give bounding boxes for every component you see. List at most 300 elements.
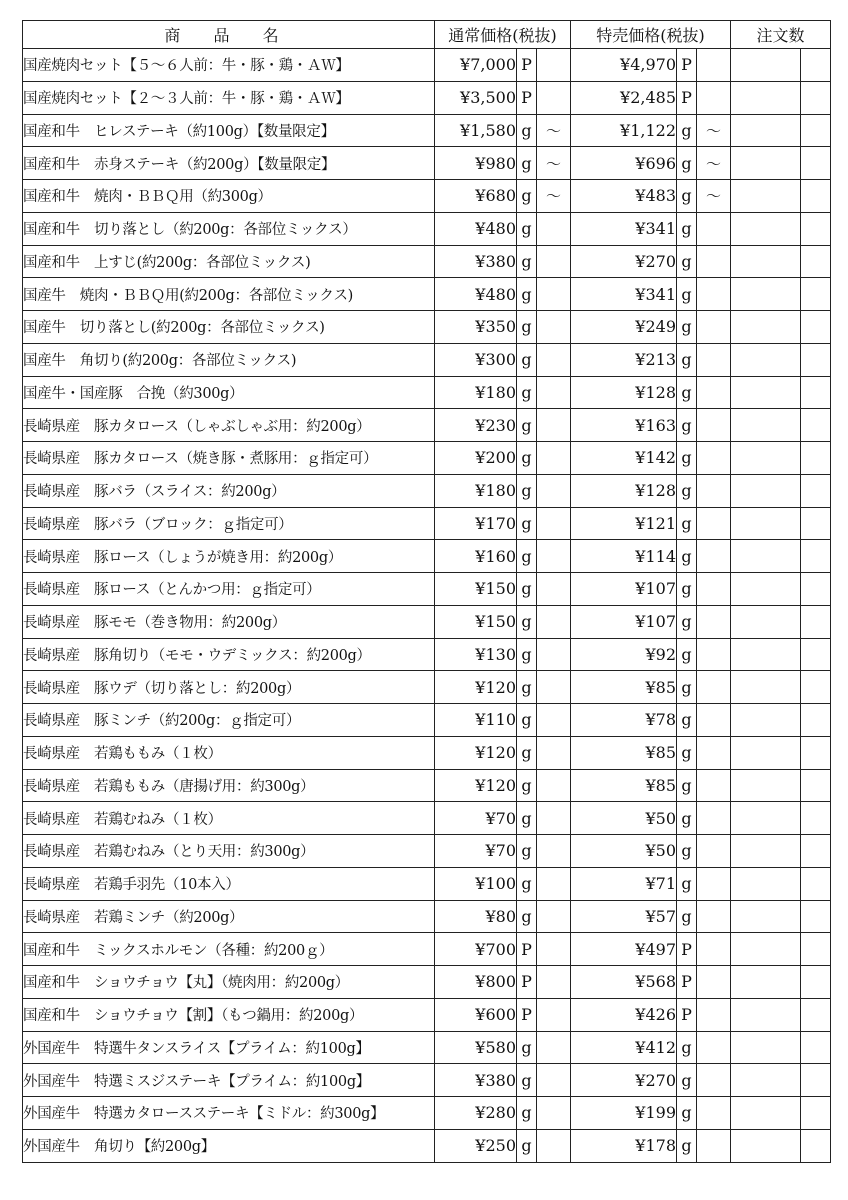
regular-price: ¥480 — [435, 212, 517, 245]
regular-price: ¥120 — [435, 671, 517, 704]
order-quantity-unit-cell[interactable] — [801, 573, 831, 606]
sale-range-mark — [697, 638, 731, 671]
regular-price: ¥300 — [435, 343, 517, 376]
sale-unit: g — [677, 343, 697, 376]
regular-range-mark: ～ — [537, 180, 571, 213]
order-quantity-unit-cell[interactable] — [801, 769, 831, 802]
regular-price: ¥230 — [435, 409, 517, 442]
sale-range-mark — [697, 769, 731, 802]
regular-price: ¥160 — [435, 540, 517, 573]
regular-price: ¥680 — [435, 180, 517, 213]
sale-range-mark — [697, 1129, 731, 1162]
sale-unit: g — [677, 507, 697, 540]
order-quantity-cell[interactable] — [731, 1064, 801, 1097]
order-quantity-unit-cell[interactable] — [801, 998, 831, 1031]
regular-price: ¥120 — [435, 736, 517, 769]
sale-unit: g — [677, 867, 697, 900]
product-name: 長崎県産 豚ウデ（切り落とし：約200g） — [23, 671, 435, 704]
order-quantity-unit-cell[interactable] — [801, 81, 831, 114]
sale-range-mark — [697, 1031, 731, 1064]
regular-range-mark — [537, 933, 571, 966]
sale-unit: P — [677, 81, 697, 114]
sale-price: ¥50 — [571, 802, 677, 835]
sale-unit: g — [677, 736, 697, 769]
sale-price: ¥568 — [571, 966, 677, 999]
product-name: 国産和牛 焼肉・ＢＢＱ用（約300g） — [23, 180, 435, 213]
table-row — [23, 736, 831, 769]
table-row — [23, 769, 831, 802]
sale-unit: g — [677, 474, 697, 507]
regular-price: ¥280 — [435, 1097, 517, 1130]
sale-range-mark — [697, 442, 731, 475]
regular-range-mark — [537, 638, 571, 671]
regular-price: ¥600 — [435, 998, 517, 1031]
order-quantity-unit-cell[interactable] — [801, 507, 831, 540]
order-quantity-cell[interactable] — [731, 671, 801, 704]
regular-range-mark: ～ — [537, 114, 571, 147]
order-quantity-unit-cell[interactable] — [801, 933, 831, 966]
order-quantity-unit-cell[interactable] — [801, 1064, 831, 1097]
order-quantity-cell[interactable] — [731, 180, 801, 213]
order-quantity-cell[interactable] — [731, 114, 801, 147]
order-quantity-cell[interactable] — [731, 1129, 801, 1162]
order-quantity-unit-cell[interactable] — [801, 900, 831, 933]
sale-range-mark — [697, 966, 731, 999]
regular-unit: g — [517, 802, 537, 835]
table-row — [23, 835, 831, 868]
regular-range-mark — [537, 769, 571, 802]
order-quantity-unit-cell[interactable] — [801, 638, 831, 671]
regular-unit: g — [517, 704, 537, 737]
sale-price: ¥412 — [571, 1031, 677, 1064]
table-row — [23, 474, 831, 507]
order-quantity-cell[interactable] — [731, 442, 801, 475]
table-row — [23, 180, 831, 213]
product-name: 長崎県産 若鶏むねみ（１枚） — [23, 802, 435, 835]
regular-unit: g — [517, 507, 537, 540]
sale-price: ¥121 — [571, 507, 677, 540]
order-quantity-unit-cell[interactable] — [801, 245, 831, 278]
regular-unit: P — [517, 933, 537, 966]
regular-unit: g — [517, 278, 537, 311]
product-name: 長崎県産 豚ミンチ（約200g：ｇ指定可） — [23, 704, 435, 737]
regular-range-mark — [537, 605, 571, 638]
regular-unit: g — [517, 474, 537, 507]
order-quantity-cell[interactable] — [731, 867, 801, 900]
order-quantity-cell[interactable] — [731, 933, 801, 966]
sale-range-mark — [697, 540, 731, 573]
sale-price: ¥128 — [571, 376, 677, 409]
product-name: 外国産牛 特選カタロースステーキ【ミドル：約300g】 — [23, 1097, 435, 1130]
regular-range-mark — [537, 278, 571, 311]
product-name: 国産焼肉セット【２～３人前：牛・豚・鶏・ＡＷ】 — [23, 81, 435, 114]
order-quantity-cell[interactable] — [731, 409, 801, 442]
sale-range-mark — [697, 933, 731, 966]
order-quantity-unit-cell[interactable] — [801, 49, 831, 82]
sale-range-mark — [697, 671, 731, 704]
order-quantity-cell[interactable] — [731, 802, 801, 835]
order-quantity-cell[interactable] — [731, 474, 801, 507]
regular-range-mark — [537, 966, 571, 999]
regular-unit: P — [517, 49, 537, 82]
table-row — [23, 573, 831, 606]
order-quantity-cell[interactable] — [731, 998, 801, 1031]
regular-price: ¥130 — [435, 638, 517, 671]
regular-price: ¥180 — [435, 474, 517, 507]
regular-range-mark: ～ — [537, 147, 571, 180]
sale-price: ¥497 — [571, 933, 677, 966]
price-list-table — [22, 20, 831, 1163]
regular-price: ¥1,580 — [435, 114, 517, 147]
order-quantity-cell[interactable] — [731, 573, 801, 606]
order-quantity-cell[interactable] — [731, 900, 801, 933]
table-row — [23, 867, 831, 900]
regular-unit: g — [517, 343, 537, 376]
sale-range-mark — [697, 1064, 731, 1097]
sale-unit: g — [677, 278, 697, 311]
order-quantity-unit-cell[interactable] — [801, 671, 831, 704]
order-quantity-unit-cell[interactable] — [801, 311, 831, 344]
product-name: 国産牛 切り落とし(約200g：各部位ミックス) — [23, 311, 435, 344]
sale-price: ¥142 — [571, 442, 677, 475]
table-row — [23, 442, 831, 475]
table-row — [23, 704, 831, 737]
sale-price: ¥2,485 — [571, 81, 677, 114]
order-quantity-cell[interactable] — [731, 376, 801, 409]
regular-unit: g — [517, 212, 537, 245]
order-quantity-cell[interactable] — [731, 278, 801, 311]
regular-range-mark — [537, 311, 571, 344]
regular-price: ¥3,500 — [435, 81, 517, 114]
sale-price: ¥4,970 — [571, 49, 677, 82]
header-order-quantity: 注文数 — [731, 21, 831, 49]
regular-unit: g — [517, 1031, 537, 1064]
sale-range-mark — [697, 998, 731, 1031]
regular-range-mark — [537, 998, 571, 1031]
order-quantity-cell[interactable] — [731, 212, 801, 245]
regular-range-mark — [537, 212, 571, 245]
sale-unit: g — [677, 1097, 697, 1130]
sale-unit: g — [677, 900, 697, 933]
sale-range-mark — [697, 49, 731, 82]
regular-range-mark — [537, 540, 571, 573]
sale-unit: g — [677, 1031, 697, 1064]
regular-range-mark — [537, 900, 571, 933]
sale-price: ¥57 — [571, 900, 677, 933]
sale-price: ¥163 — [571, 409, 677, 442]
regular-unit: g — [517, 1064, 537, 1097]
order-quantity-unit-cell[interactable] — [801, 114, 831, 147]
product-name: 外国産牛 特選牛タンスライス【プライム：約100g】 — [23, 1031, 435, 1064]
regular-range-mark — [537, 1129, 571, 1162]
regular-price: ¥70 — [435, 802, 517, 835]
table-row — [23, 966, 831, 999]
regular-price: ¥580 — [435, 1031, 517, 1064]
sale-price: ¥270 — [571, 1064, 677, 1097]
sale-range-mark — [697, 573, 731, 606]
product-name: 国産和牛 切り落とし（約200g：各部位ミックス） — [23, 212, 435, 245]
order-quantity-unit-cell[interactable] — [801, 278, 831, 311]
regular-unit: g — [517, 147, 537, 180]
sale-unit: g — [677, 540, 697, 573]
table-row — [23, 605, 831, 638]
sale-price: ¥696 — [571, 147, 677, 180]
regular-price: ¥7,000 — [435, 49, 517, 82]
table-row — [23, 311, 831, 344]
sale-price: ¥85 — [571, 769, 677, 802]
sale-unit: g — [677, 573, 697, 606]
regular-range-mark — [537, 835, 571, 868]
order-quantity-cell[interactable] — [731, 605, 801, 638]
header-sale-price: 特売価格(税抜) — [571, 21, 731, 49]
sale-range-mark: ～ — [697, 147, 731, 180]
order-quantity-cell[interactable] — [731, 540, 801, 573]
sale-range-mark — [697, 605, 731, 638]
order-quantity-cell[interactable] — [731, 736, 801, 769]
sale-unit: P — [677, 998, 697, 1031]
regular-unit: g — [517, 376, 537, 409]
order-quantity-cell[interactable] — [731, 1097, 801, 1130]
order-quantity-unit-cell[interactable] — [801, 147, 831, 180]
sale-unit: g — [677, 114, 697, 147]
table-row — [23, 245, 831, 278]
table-row — [23, 1129, 831, 1162]
table-row — [23, 1064, 831, 1097]
sale-unit: g — [677, 802, 697, 835]
sale-range-mark — [697, 900, 731, 933]
regular-price: ¥180 — [435, 376, 517, 409]
sale-unit: g — [677, 212, 697, 245]
order-quantity-cell[interactable] — [731, 49, 801, 82]
order-quantity-unit-cell[interactable] — [801, 376, 831, 409]
sale-price: ¥50 — [571, 835, 677, 868]
order-quantity-unit-cell[interactable] — [801, 540, 831, 573]
table-row — [23, 540, 831, 573]
regular-range-mark — [537, 474, 571, 507]
order-quantity-cell[interactable] — [731, 835, 801, 868]
product-name: 長崎県産 豚ロース（しょうが焼き用：約200g） — [23, 540, 435, 573]
regular-unit: g — [517, 114, 537, 147]
sale-price: ¥249 — [571, 311, 677, 344]
sale-unit: g — [677, 311, 697, 344]
regular-range-mark — [537, 343, 571, 376]
order-quantity-cell[interactable] — [731, 638, 801, 671]
regular-price: ¥80 — [435, 900, 517, 933]
sale-price: ¥114 — [571, 540, 677, 573]
sale-price: ¥78 — [571, 704, 677, 737]
sale-price: ¥85 — [571, 736, 677, 769]
order-quantity-unit-cell[interactable] — [801, 605, 831, 638]
order-quantity-unit-cell[interactable] — [801, 343, 831, 376]
product-name: 国産牛 角切り(約200g：各部位ミックス) — [23, 343, 435, 376]
regular-price: ¥200 — [435, 442, 517, 475]
sale-price: ¥483 — [571, 180, 677, 213]
order-quantity-cell[interactable] — [731, 507, 801, 540]
table-row — [23, 671, 831, 704]
product-name: 長崎県産 若鶏ももみ（１枚） — [23, 736, 435, 769]
order-quantity-cell[interactable] — [731, 311, 801, 344]
order-quantity-unit-cell[interactable] — [801, 1097, 831, 1130]
order-quantity-unit-cell[interactable] — [801, 736, 831, 769]
sale-range-mark — [697, 343, 731, 376]
sale-price: ¥85 — [571, 671, 677, 704]
table-row — [23, 802, 831, 835]
sale-range-mark — [697, 278, 731, 311]
sale-price: ¥199 — [571, 1097, 677, 1130]
regular-price: ¥150 — [435, 605, 517, 638]
sale-range-mark — [697, 245, 731, 278]
table-row — [23, 900, 831, 933]
product-name: 長崎県産 豚バラ（ブロック：ｇ指定可） — [23, 507, 435, 540]
table-row — [23, 507, 831, 540]
product-name: 長崎県産 若鶏手羽先（10本入） — [23, 867, 435, 900]
regular-unit: g — [517, 573, 537, 606]
regular-unit: g — [517, 245, 537, 278]
sale-range-mark — [697, 81, 731, 114]
regular-range-mark — [537, 736, 571, 769]
order-quantity-unit-cell[interactable] — [801, 1129, 831, 1162]
regular-range-mark — [537, 1031, 571, 1064]
sale-range-mark — [697, 867, 731, 900]
regular-price: ¥480 — [435, 278, 517, 311]
table-row — [23, 114, 831, 147]
table-row — [23, 212, 831, 245]
sale-price: ¥270 — [571, 245, 677, 278]
sale-unit: g — [677, 1064, 697, 1097]
product-name: 外国産牛 特選ミスジステーキ【プライム：約100g】 — [23, 1064, 435, 1097]
sale-price: ¥1,122 — [571, 114, 677, 147]
regular-unit: g — [517, 180, 537, 213]
header-regular-price: 通常価格(税抜) — [435, 21, 571, 49]
sale-unit: P — [677, 966, 697, 999]
sale-range-mark — [697, 1097, 731, 1130]
regular-range-mark — [537, 704, 571, 737]
sale-price: ¥178 — [571, 1129, 677, 1162]
order-quantity-unit-cell[interactable] — [801, 704, 831, 737]
sale-range-mark — [697, 409, 731, 442]
regular-unit: g — [517, 867, 537, 900]
product-rows — [23, 49, 831, 1163]
sale-unit: g — [677, 704, 697, 737]
regular-unit: g — [517, 605, 537, 638]
table-row — [23, 1031, 831, 1064]
order-quantity-unit-cell[interactable] — [801, 409, 831, 442]
regular-unit: g — [517, 769, 537, 802]
regular-unit: g — [517, 900, 537, 933]
sale-unit: g — [677, 409, 697, 442]
table-row — [23, 49, 831, 82]
order-quantity-cell[interactable] — [731, 1031, 801, 1064]
regular-unit: g — [517, 442, 537, 475]
order-quantity-cell[interactable] — [731, 966, 801, 999]
regular-unit: g — [517, 311, 537, 344]
sale-unit: g — [677, 1129, 697, 1162]
sale-range-mark — [697, 311, 731, 344]
sale-range-mark — [697, 704, 731, 737]
regular-unit: g — [517, 835, 537, 868]
order-quantity-cell[interactable] — [731, 343, 801, 376]
order-quantity-unit-cell[interactable] — [801, 835, 831, 868]
order-quantity-cell[interactable] — [731, 147, 801, 180]
order-quantity-cell[interactable] — [731, 81, 801, 114]
sale-price: ¥426 — [571, 998, 677, 1031]
order-quantity-cell[interactable] — [731, 769, 801, 802]
order-quantity-unit-cell[interactable] — [801, 212, 831, 245]
product-name: 国産和牛 ショウチョウ【割】（もつ鍋用：約200g） — [23, 998, 435, 1031]
order-quantity-cell[interactable] — [731, 704, 801, 737]
regular-range-mark — [537, 671, 571, 704]
order-quantity-unit-cell[interactable] — [801, 442, 831, 475]
regular-price: ¥120 — [435, 769, 517, 802]
sale-unit: g — [677, 769, 697, 802]
product-name: 長崎県産 豚バラ（スライス：約200g） — [23, 474, 435, 507]
sale-range-mark: ～ — [697, 180, 731, 213]
order-quantity-unit-cell[interactable] — [801, 474, 831, 507]
order-quantity-unit-cell[interactable] — [801, 180, 831, 213]
regular-unit: g — [517, 638, 537, 671]
header-row — [23, 21, 831, 49]
table-row — [23, 81, 831, 114]
regular-range-mark — [537, 507, 571, 540]
regular-range-mark — [537, 442, 571, 475]
order-quantity-unit-cell[interactable] — [801, 802, 831, 835]
sale-unit: g — [677, 442, 697, 475]
regular-price: ¥380 — [435, 245, 517, 278]
regular-unit: g — [517, 1097, 537, 1130]
regular-range-mark — [537, 1064, 571, 1097]
sale-unit: g — [677, 835, 697, 868]
regular-range-mark — [537, 49, 571, 82]
sale-unit: g — [677, 180, 697, 213]
regular-unit: g — [517, 671, 537, 704]
sale-range-mark: ～ — [697, 114, 731, 147]
product-name: 長崎県産 豚カタロース（しゃぶしゃぶ用：約200g） — [23, 409, 435, 442]
sale-range-mark — [697, 474, 731, 507]
regular-unit: P — [517, 966, 537, 999]
sale-price: ¥107 — [571, 605, 677, 638]
sale-price: ¥71 — [571, 867, 677, 900]
product-name: 長崎県産 若鶏ももみ（唐揚げ用：約300g） — [23, 769, 435, 802]
order-quantity-unit-cell[interactable] — [801, 966, 831, 999]
sale-range-mark — [697, 802, 731, 835]
regular-unit: P — [517, 81, 537, 114]
regular-price: ¥350 — [435, 311, 517, 344]
product-name: 国産牛 焼肉・ＢＢＱ用(約200g：各部位ミックス) — [23, 278, 435, 311]
order-quantity-unit-cell[interactable] — [801, 1031, 831, 1064]
order-quantity-unit-cell[interactable] — [801, 867, 831, 900]
regular-unit: P — [517, 998, 537, 1031]
regular-range-mark — [537, 409, 571, 442]
regular-range-mark — [537, 867, 571, 900]
regular-price: ¥250 — [435, 1129, 517, 1162]
table-row — [23, 147, 831, 180]
product-name: 国産和牛 ショウチョウ【丸】（焼肉用：約200g） — [23, 966, 435, 999]
regular-unit: g — [517, 736, 537, 769]
sale-price: ¥128 — [571, 474, 677, 507]
order-quantity-cell[interactable] — [731, 245, 801, 278]
regular-unit: g — [517, 540, 537, 573]
regular-unit: g — [517, 409, 537, 442]
product-name: 長崎県産 若鶏むねみ（とり天用：約300g） — [23, 835, 435, 868]
regular-range-mark — [537, 1097, 571, 1130]
product-name: 長崎県産 豚モモ（巻き物用：約200g） — [23, 605, 435, 638]
product-name: 国産和牛 赤身ステーキ（約200g）【数量限定】 — [23, 147, 435, 180]
regular-price: ¥110 — [435, 704, 517, 737]
product-name: 長崎県産 豚カタロース（焼き豚・煮豚用：ｇ指定可） — [23, 442, 435, 475]
sale-range-mark — [697, 507, 731, 540]
table-row — [23, 343, 831, 376]
sale-price: ¥213 — [571, 343, 677, 376]
